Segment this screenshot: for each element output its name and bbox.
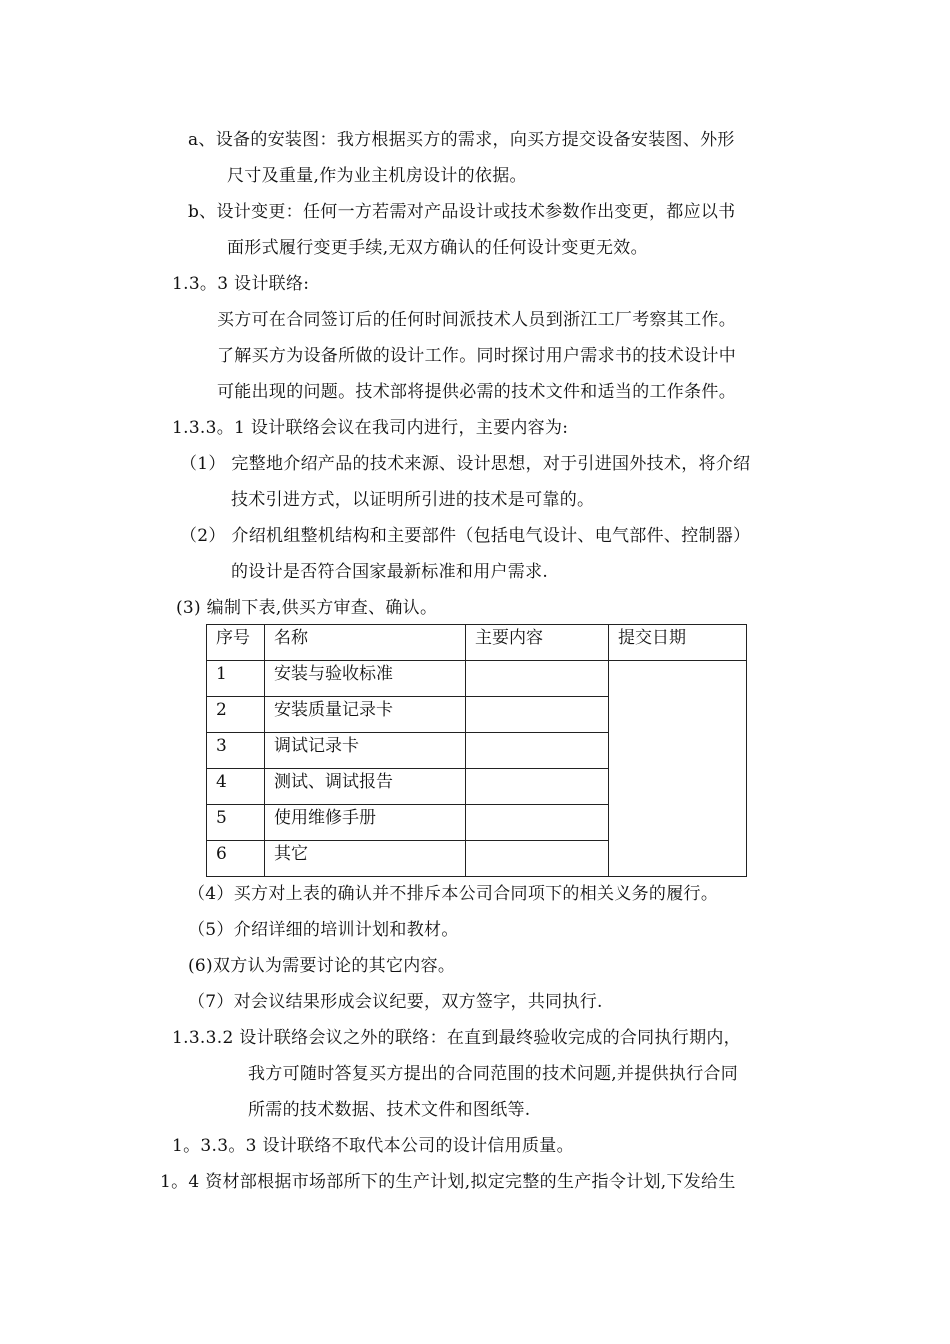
list-item-6: (6)双方认为需要讨论的其它内容。 [188, 956, 456, 976]
cell-name: 其它 [265, 841, 466, 877]
cell-no: 6 [207, 841, 265, 877]
cell-content [466, 661, 609, 697]
paragraph-design-liaison-cont1: 了解买方为设备所做的设计工作。同时探讨用户需求书的技术设计中 [217, 346, 736, 366]
col-header-no: 序号 [207, 625, 265, 661]
section-1-3-3-2-cont1: 我方可随时答复买方提出的合同范围的技术问题,并提供执行合同 [248, 1064, 739, 1084]
list-item-7: （7）对会议结果形成会议纪要，双方签字，共同执行. [188, 992, 603, 1012]
section-heading-1-3-3-2: 1.3.3.2 设计联络会议之外的联络：在直到最终验收完成的合同执行期内， [172, 1028, 741, 1048]
section-heading-1-3-3: 1.3。3 设计联络: [172, 274, 310, 294]
cell-name: 安装与验收标准 [265, 661, 466, 697]
cell-name: 测试、调试报告 [265, 769, 466, 805]
cell-no: 1 [207, 661, 265, 697]
list-item-5: （5）介绍详细的培训计划和教材。 [188, 920, 459, 940]
deliverables-table [206, 624, 747, 877]
paragraph-b-cont: 面形式履行变更手续,无双方确认的任何设计变更无效。 [227, 238, 648, 258]
cell-content [466, 697, 609, 733]
col-header-date: 提交日期 [609, 625, 747, 661]
paragraph-a-cont: 尺寸及重量,作为业主机房设计的依据。 [227, 166, 527, 186]
cell-no: 4 [207, 769, 265, 805]
col-header-name: 名称 [265, 625, 466, 661]
cell-no: 3 [207, 733, 265, 769]
cell-no: 5 [207, 805, 265, 841]
list-item-2: （2） 介绍机组整机结构和主要部件（包括电气设计、电气部件、控制器） [180, 526, 751, 546]
cell-content [466, 769, 609, 805]
paragraph-a: a、设备的安装图：我方根据买方的需求，向买方提交设备安装图、外形 [188, 130, 735, 150]
section-1-3-3-2-cont2: 所需的技术数据、技术文件和图纸等. [248, 1100, 531, 1120]
list-item-1-cont: 技术引进方式，以证明所引进的技术是可靠的。 [231, 490, 595, 510]
cell-name: 安装质量记录卡 [265, 697, 466, 733]
cell-content [466, 733, 609, 769]
list-item-3: (3) 编制下表,供买方审查、确认。 [176, 598, 438, 618]
list-item-1: （1） 完整地介绍产品的技术来源、设计思想，对于引进国外技术，将介绍 [180, 454, 751, 474]
cell-no: 2 [207, 697, 265, 733]
section-heading-1-3-3-1: 1.3.3。1 设计联络会议在我司内进行，主要内容为: [172, 418, 569, 438]
cell-content [466, 841, 609, 877]
paragraph-b: b、设计变更：任何一方若需对产品设计或技术参数作出变更，都应以书 [188, 202, 736, 222]
cell-date-merged [609, 661, 747, 877]
col-header-content: 主要内容 [466, 625, 609, 661]
paragraph-design-liaison: 买方可在合同签订后的任何时间派技术人员到浙江工厂考察其工作。 [217, 310, 736, 330]
list-item-4: （4）买方对上表的确认并不排斥本公司合同项下的相关义务的履行。 [188, 884, 719, 904]
cell-name: 调试记录卡 [265, 733, 466, 769]
section-heading-1-3-3-3: 1。3.3。3 设计联络不取代本公司的设计信用质量。 [172, 1136, 574, 1156]
paragraph-design-liaison-cont2: 可能出现的问题。技术部将提供必需的技术文件和适当的工作条件。 [217, 382, 736, 402]
list-item-2-cont: 的设计是否符合国家最新标准和用户需求. [231, 562, 549, 582]
table-header-row [207, 625, 747, 661]
table-row [207, 661, 747, 697]
section-heading-1-4: 1。4 资材部根据市场部所下的生产计划,拟定完整的生产指令计划,下发给生 [160, 1172, 736, 1192]
cell-name: 使用维修手册 [265, 805, 466, 841]
cell-content [466, 805, 609, 841]
